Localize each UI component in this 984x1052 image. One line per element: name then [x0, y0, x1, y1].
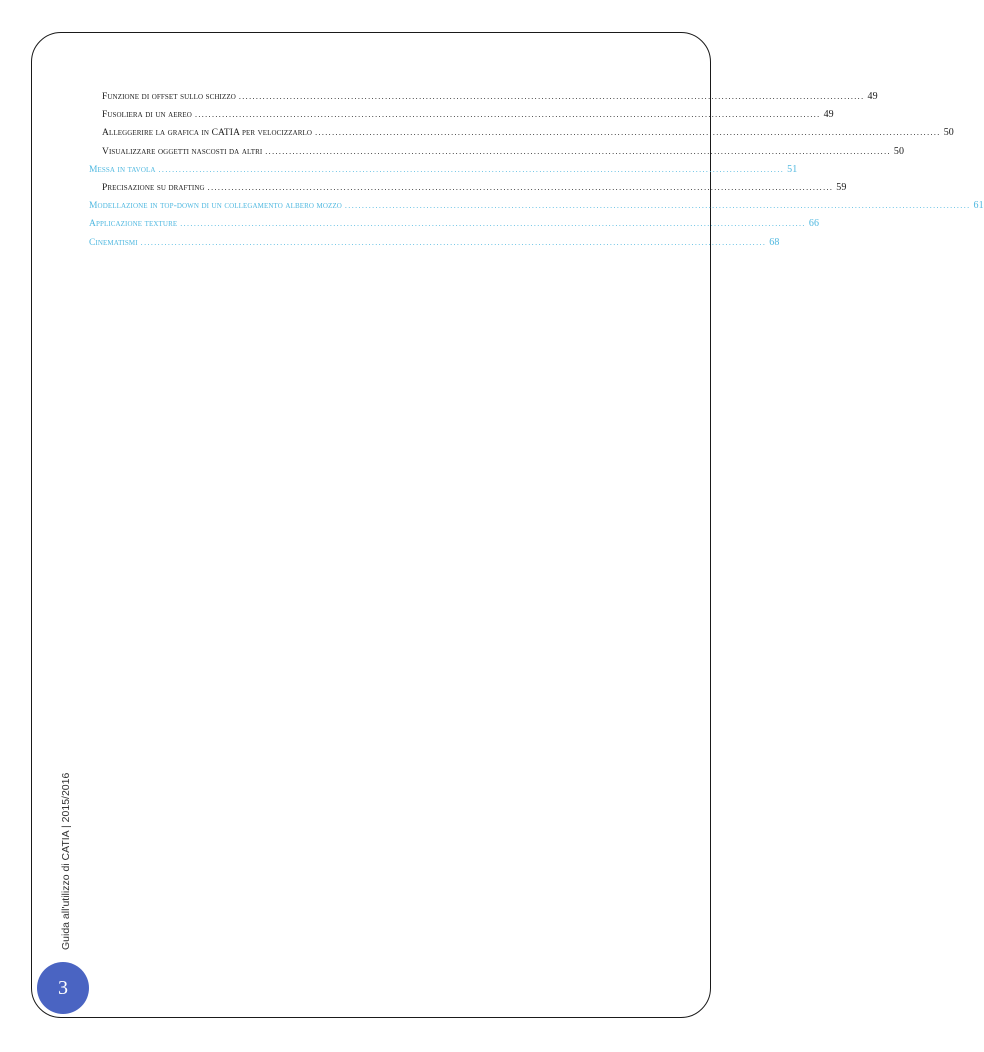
toc-leader-dots: ........................................................................................................................................................................................ — [238, 92, 865, 101]
table-of-contents — [89, 88, 984, 252]
toc-entry-page: 68 — [769, 236, 780, 248]
toc-leader-dots: ........................................................................................................................................................................................ — [344, 201, 971, 211]
toc-entry-title: Applicazione texture — [89, 219, 178, 230]
toc-leader-dots: ........................................................................................................................................................................................ — [265, 146, 891, 156]
toc-entry-title: Cinematismi — [89, 237, 138, 248]
toc-leader-dots: ........................................................................................................................................................................................ — [180, 219, 806, 229]
toc-entry[interactable] — [89, 143, 905, 161]
toc-leader-dots: ........................................................................................................................................................................................ — [194, 110, 821, 120]
toc-entry-page: 59 — [836, 181, 847, 193]
toc-entry[interactable] — [89, 124, 954, 142]
toc-entry[interactable] — [89, 161, 798, 179]
toc-leader-dots: ........................................................................................................................................................................................ — [207, 182, 834, 192]
toc-entry[interactable] — [89, 234, 780, 252]
toc-entry-page: 49 — [823, 109, 834, 121]
toc-leader-dots: ........................................................................................................................................................................................ — [315, 128, 941, 138]
toc-entry-title: Fusoliera di un aereo — [102, 110, 192, 121]
toc-entry[interactable] — [89, 179, 847, 197]
page-number-badge: 3 — [37, 962, 89, 1014]
toc-entry-title: Modellazione in top-down di un collegamento albero mozzo — [89, 201, 342, 212]
toc-leader-dots: ........................................................................................................................................................................................ — [158, 164, 785, 174]
toc-leader-dots: ........................................................................................................................................................................................ — [140, 237, 767, 247]
toc-entry-page: 50 — [943, 127, 954, 139]
toc-entry-title: Precisazione su drafting — [102, 182, 205, 193]
toc-entry[interactable] — [89, 106, 834, 124]
toc-entry[interactable] — [89, 215, 820, 233]
toc-entry-title: Visualizzare oggetti nascosti da altri — [102, 146, 263, 157]
running-footer: Guida all'utilizzo di CATIA | 2015/2016 — [60, 772, 72, 950]
toc-entry-page: 66 — [808, 218, 820, 230]
toc-entry-title: Alleggerire la grafica in CATIA per velocizzarlo — [102, 128, 313, 139]
toc-entry-page: 49 — [867, 91, 878, 102]
toc-entry[interactable] — [89, 88, 878, 106]
toc-entry-page: 51 — [787, 163, 798, 175]
toc-entry[interactable] — [89, 197, 984, 215]
toc-entry-title: Messa in tavola — [89, 164, 156, 175]
toc-entry-page: 61 — [973, 200, 984, 212]
toc-entry-page: 50 — [893, 145, 905, 157]
toc-entry-title: Funzione di offset sullo schizzo — [102, 92, 236, 102]
